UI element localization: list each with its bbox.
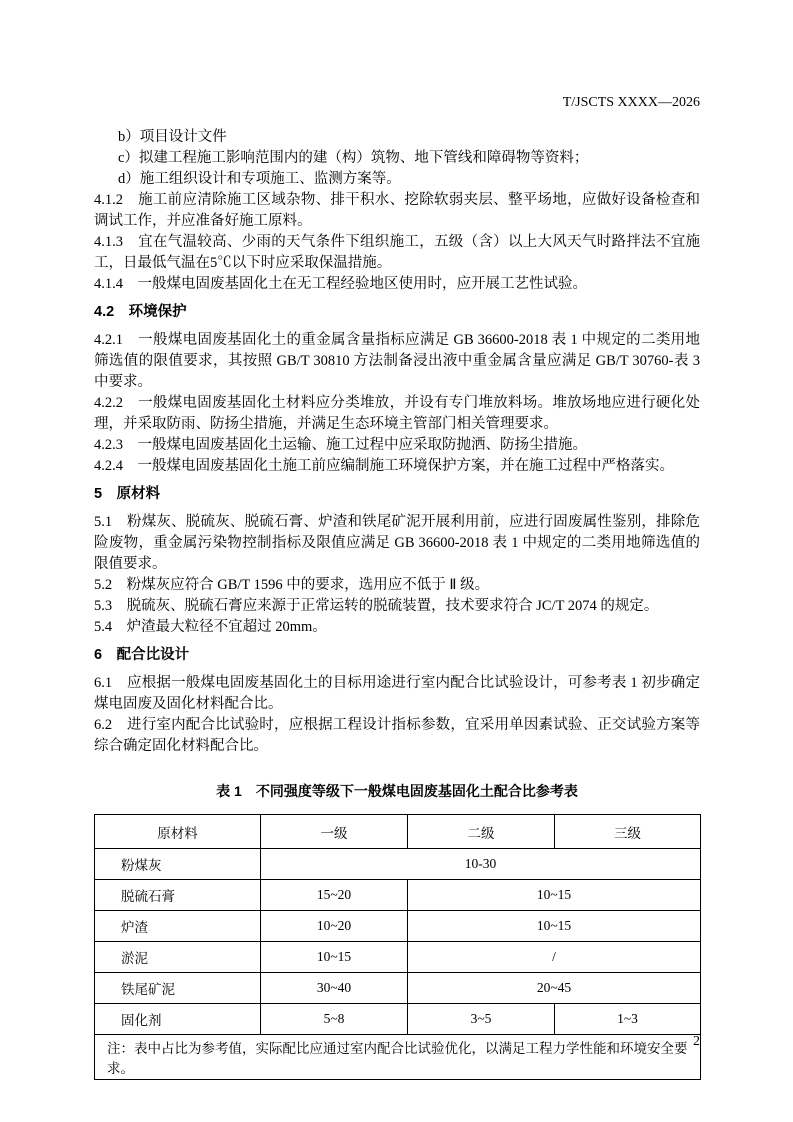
clause-5-3: 5.3 脱硫灰、脱硫石膏应来源于正常运转的脱硫装置，技术要求符合 JC/T 2074 的规定。 [94,598,659,614]
table-cell-value: 20~45 [408,973,701,1004]
table-cell-value: / [408,942,701,973]
clause-6-1: 6.1 应根据一般煤电固废基固化土的目标用途进行室内配合比试验设计，可参考表 1 初步确定煤电固废及固化材料配合比。 [94,675,700,712]
table-header-grade1: 一级 [261,815,408,849]
clause-4-2-2: 4.2.2 一般煤电固废基固化土材料应分类堆放，并设有专门堆放料场。堆放场地应进行硬化处理，并采取防雨、防扬尘措施，并满足生态环境主管部门相关管理要求。 [94,395,700,432]
list-item-c: c）拟建工程施工影响范围内的建（构）筑物、地下管线和障碍物等资料； [118,150,589,166]
table-row [95,973,701,1004]
document-number: T/JSCTS XXXX—2026 [562,95,700,110]
clause-4-2-3: 4.2.3 一般煤电固废基固化土运输、施工过程中应采取防抛洒、防扬尘措施。 [94,437,587,453]
table-row [95,880,701,911]
table-cell-value: 10~15 [261,942,408,973]
table-cell-value: 10~15 [408,911,701,942]
table-row [95,849,701,880]
table-row [95,1004,701,1035]
table-cell-value: 5~8 [261,1004,408,1035]
table-row [95,942,701,973]
table-caption: 表 1 不同强度等级下一般煤电固废基固化土配合比参考表 [216,783,578,799]
table-cell-value: 10~15 [408,880,701,911]
clause-4-1-2: 4.1.2 施工前应清除施工区域杂物、排干积水、挖除软弱夹层、整平场地，应做好设备检查和调试工作，并应准备好施工原料。 [94,192,700,229]
table-header-material: 原材料 [95,815,261,849]
table-header-grade3: 三级 [555,815,701,849]
table-cell-material: 粉煤灰 [95,849,261,880]
clause-5-2: 5.2 粉煤灰应符合 GB/T 1596 中的要求，选用应不低于 Ⅱ 级。 [94,577,490,593]
table-note-row [95,1035,701,1080]
clause-5-1: 5.1 粉煤灰、脱硫灰、脱硫石膏、炉渣和铁尾矿泥开展利用前，应进行固废属性鉴别，排除危险废物，重金属污染物控制指标及限值应满足 GB 36600-2018 表 1 中规定的二类用地筛选值的限值要求。 [94,514,700,572]
mix-ratio-table [94,814,701,1080]
table-cell-material: 铁尾矿泥 [95,973,261,1004]
clause-4-1-4: 4.1.4 一般煤电固废基固化土在无工程经验地区使用时，应开展工艺性试验。 [94,276,587,292]
list-item-d: d）施工组织设计和专项施工、监测方案等。 [118,171,401,187]
table-cell-material: 脱硫石膏 [95,880,261,911]
table-cell-value: 10-30 [261,849,701,880]
heading-4-2: 4.2 环境保护 [94,304,187,320]
clause-5-4: 5.4 炉渣最大粒径不宜超过 20mm。 [94,619,327,635]
clause-4-2-4: 4.2.4 一般煤电固废基固化土施工前应编制施工环境保护方案，并在施工过程中严格落实。 [94,458,674,474]
table-row [95,911,701,942]
table-note: 注：表中占比为参考值，实际配比应通过室内配合比试验优化，以满足工程力学性能和环境安全要求。 [95,1035,701,1080]
table-cell-value: 10~20 [261,911,408,942]
table-cell-value: 15~20 [261,880,408,911]
table-cell-value: 3~5 [408,1004,555,1035]
clause-6-2: 6.2 进行室内配合比试验时，应根据工程设计指标参数，宜采用单因素试验、正交试验方案等综合确定固化材料配合比。 [94,717,700,754]
page-number: 2 [693,1034,700,1049]
table-header-grade2: 二级 [408,815,555,849]
table-cell-value: 30~40 [261,973,408,1004]
heading-5: 5 原材料 [94,486,161,502]
table-cell-material: 炉渣 [95,911,261,942]
heading-6: 6 配合比设计 [94,647,190,663]
table-cell-material: 淤泥 [95,942,261,973]
table-cell-material: 固化剂 [95,1004,261,1035]
list-item-b: b）项目设计文件 [118,129,227,145]
clause-4-2-1: 4.2.1 一般煤电固废基固化土的重金属含量指标应满足 GB 36600-2018 表 1 中规定的二类用地筛选值的限值要求，其按照 GB/T 30810 方法制备浸出液中重金属含量应满足 GB/T 30760-表 3 中要求。 [94,332,700,390]
table-cell-value: 1~3 [555,1004,701,1035]
clause-4-1-3: 4.1.3 宜在气温较高、少雨的天气条件下组织施工，五级（含）以上大风天气时路拌法不宜施工，日最低气温在5℃以下时应采取保温措施。 [94,234,700,271]
table-header-row [95,815,701,849]
